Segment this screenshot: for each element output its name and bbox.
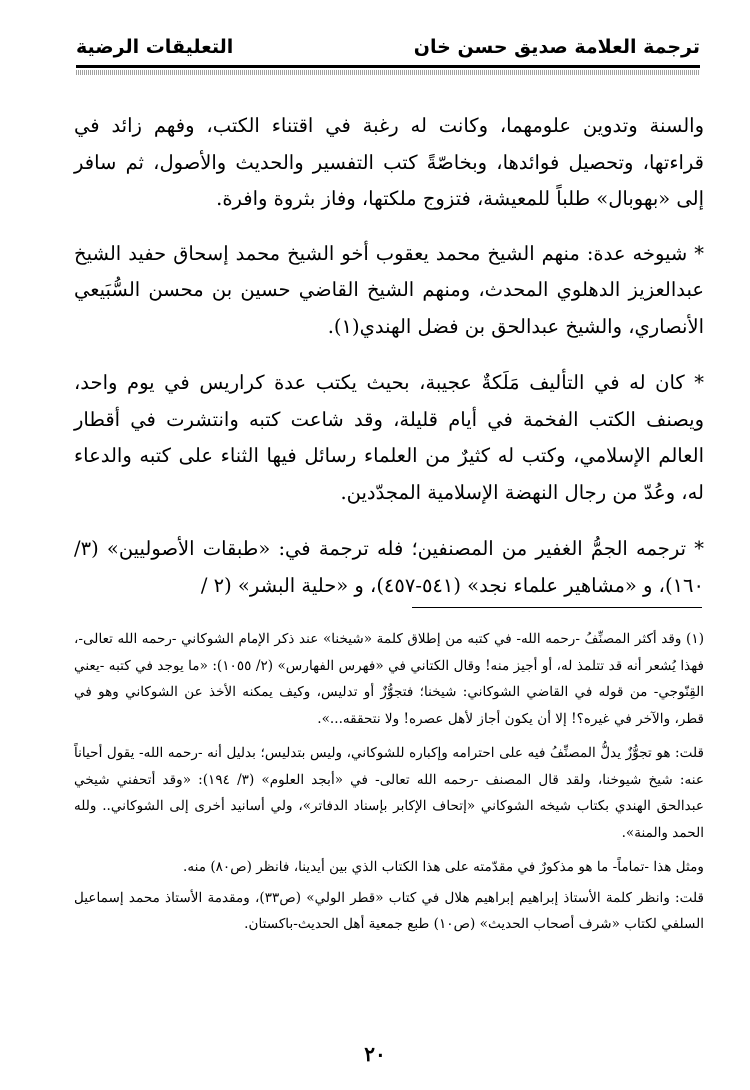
- footnote: (١) وقد أكثر المصنِّفُ -رحمه الله- في كتبه من إطلاق كلمة «شيخنا» عند ذكر الإمام الشوكاني -رحمه الله تعالى-، فهذا يُشعر أنه قد تتلمذ له، أو أجيز منه! وقال الكتاني في «فهرس الفهارس» (٢/ ١٠٥٥): «ما يوجد في كتبه -يعني القِنّوجي- من قوله في القاضي الشوكاني: شيخنا؛ فتجوُّزٌ أو تدليس، وكيف يمكنه الأخذ عن الشوكاني وهو في قطر، والآخر في غيره؟! إلا أن يكون أجاز لأهل عصره! ولا نتحققه...».: [74, 631, 705, 727]
- header-rule-hatched: [76, 70, 700, 75]
- paragraph: * شيوخه عدة: منهم الشيخ محمد يعقوب أخو الشيخ محمد إسحاق حفيد الشيخ عبدالعزيز الدهلوي المحدث، ومنهم الشيخ القاضي حسين بن محسن السُّبَيعي الأنصاري، والشيخ عبدالحق بن فضل الهندي(١).: [74, 241, 704, 338]
- page-number: ٢٠: [364, 1042, 386, 1066]
- book-title: التعليقات الرضية: [76, 36, 234, 58]
- chapter-title: ترجمة العلامة صديق حسن خان: [413, 36, 700, 58]
- footnote-separator: [412, 607, 702, 608]
- header-rule: [76, 65, 700, 68]
- paragraph: والسنة وتدوين علومهما، وكانت له رغبة في اقتناء الكتب، وفهم زائد في قراءتها، وتحصيل فوائدها، وبخاصّةً كتب التفسير والحديث والأصول، ثم سافر إلى «بهوبال» طلباً للمعيشة، فتزوج ملكتها، وفاز بثروة وافرة.: [74, 114, 704, 210]
- main-text: [74, 108, 704, 624]
- running-header: [76, 36, 700, 68]
- footnotes: [74, 626, 704, 946]
- footnote: ومثل هذا -تماماً- ما هو مذكورٌ في مقدّمته على هذا الكتاب الذي بين أيدينا، فانظر (ص٨٠) منه.: [183, 859, 704, 875]
- footnote: قلت: هو تجوُّزٌ يدلُّ المصنِّفُ فيه على احترامه وإكباره للشوكاني، وليس بتدليس؛ بدليل أنه -رحمه الله- يقول أحياناً عنه: شيخ شيوخنا، ولقد قال المصنف -رحمه الله تعالى- في «أبجد العلوم» (٣/ ١٩٤): «وقد أتحفني شيخي عبدالحق الهندي بكتاب شيخه الشوكاني «إتحاف الإكابر بإسناد الدفاتر»، ولي أسانيد أخرى إلى الشوكاني.. ولله الحمد والمنة».: [74, 745, 704, 841]
- paragraph: * ترجمه الجمُّ الغفير من المصنفين؛ فله ترجمة في: «طبقات الأصوليين» (٣/ ١٦٠)، و «مشاهير علماء نجد» (٥٤١-٤٥٧)، و «حلية البشر» (٢ /: [74, 537, 704, 597]
- footnote: قلت: وانظر كلمة الأستاذ إبراهيم إبراهيم هلال في كتاب «قطر الولي» (ص٣٣)، ومقدمة الأستاذ محمد إسماعيل السلفي لكتاب «شرف أصحاب الحديث» (ص١٠) طبع جمعية أهل الحديث-باكستان.: [74, 889, 704, 932]
- paragraph: * كان له في التأليف مَلَكةٌ عجيبة، بحيث يكتب عدة كراريس في يوم واحد، ويصنف الكتب الفخمة في أيام قليلة، وقد شاعت كتبه وانتشرت في أقطار العالم الإسلامي، وكتب له كثيرٌ من العلماء رسائل فيها الثناء على كتبه والدعاء له، وعُدّ من رجال النهضة الإسلامية المجدّدين.: [74, 371, 704, 504]
